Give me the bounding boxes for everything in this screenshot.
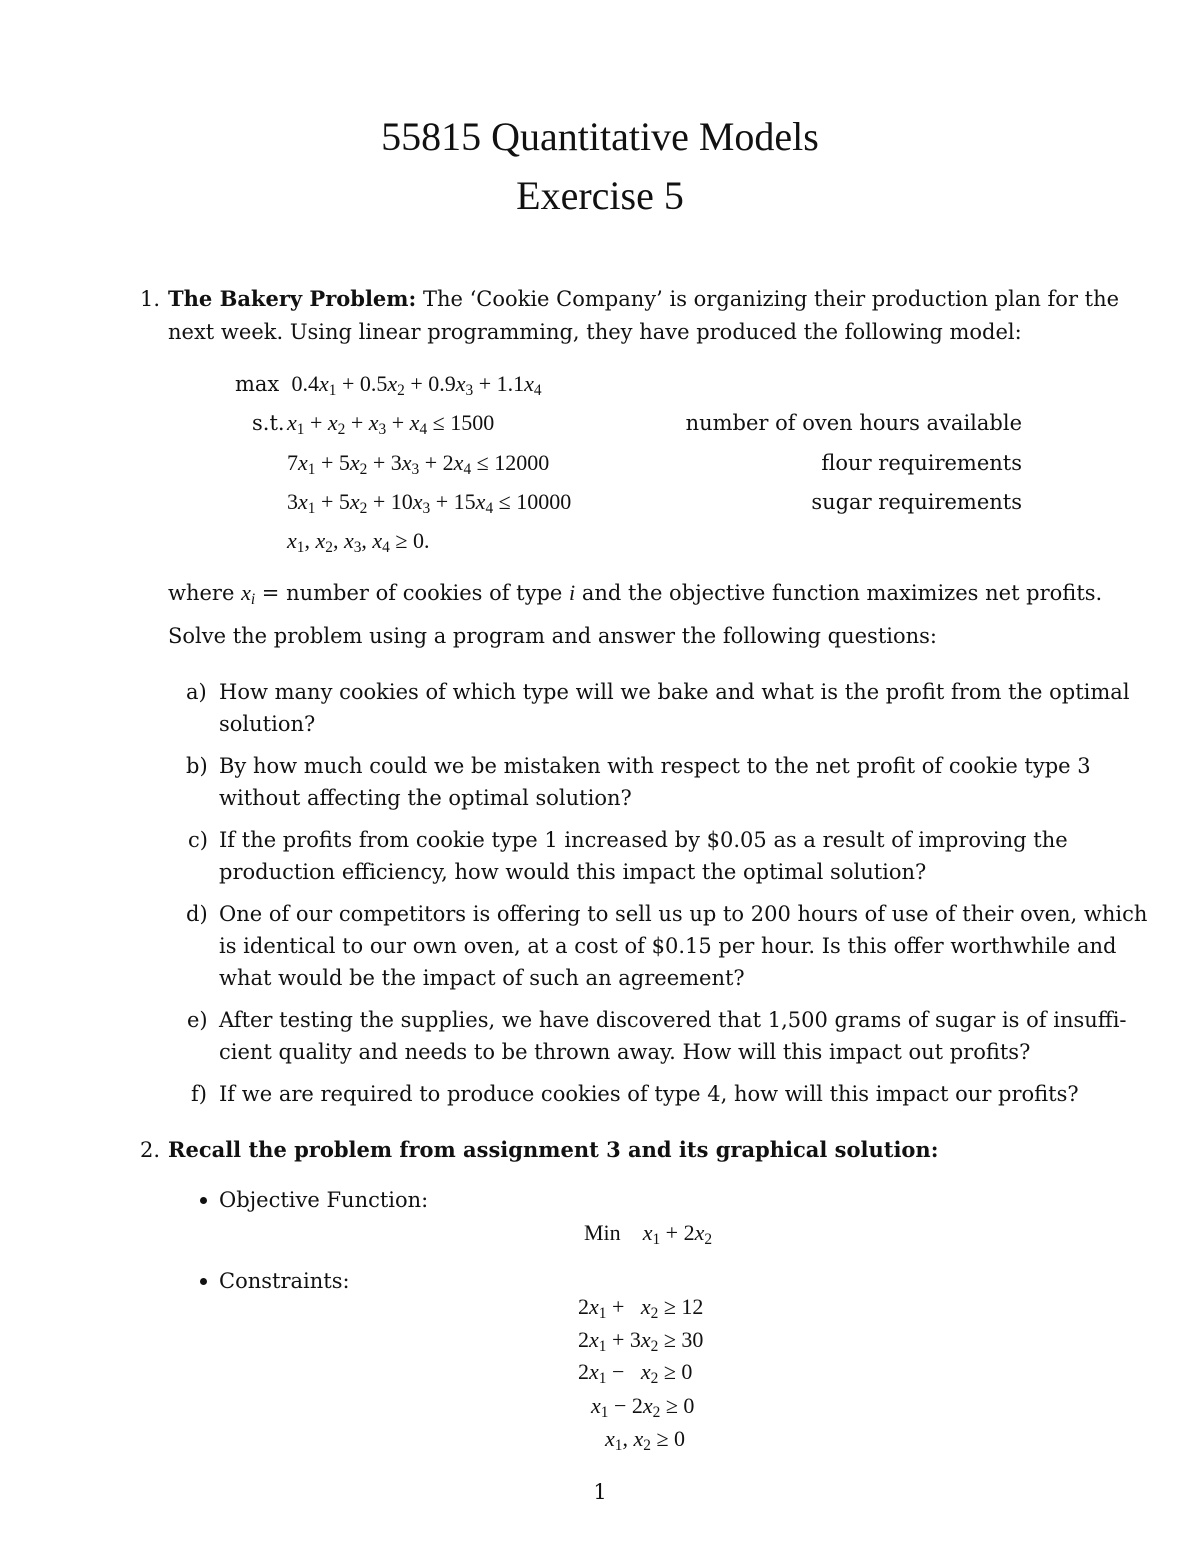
constraint-oven-desc: number of oven hours available — [685, 411, 1022, 435]
constraint-sugar: $3x_1 + 5x_2 + 10x_3 + 15x_4 \le 10000$ — [287, 489, 572, 517]
item-d-label: d) — [186, 902, 208, 926]
document-subtitle: Exercise 5 — [516, 173, 684, 218]
document-title: 55815 Quantitative Models — [381, 114, 819, 159]
bullet-icon — [200, 1197, 207, 1204]
item-a-label: a) — [186, 680, 207, 704]
q1-intro-line2: next week. Using linear programming, they have produced the following model: — [168, 320, 1022, 344]
q2-constraint-4: $x_1 - 2x_2 \ge 0$ — [591, 1393, 695, 1421]
solve-text: Solve the problem using a program and answer the following questions: — [168, 624, 937, 648]
bullet-icon — [200, 1278, 207, 1285]
item-b-line2: without affecting the optimal solution? — [219, 786, 632, 810]
constraint-flour: $7x_1 + 5x_2 + 3x_3 + 2x_4 \le 12000$ — [287, 450, 550, 478]
max-label: max — [235, 372, 280, 396]
item-c-label: c) — [188, 828, 208, 852]
constraints-label: Constraints: — [219, 1269, 350, 1293]
q2-constraint-5: $x_1$, $x_2 \ge 0$ — [605, 1426, 686, 1454]
q2-constraint-3: $2x_1 - x_2 \ge 0$ — [578, 1359, 693, 1387]
page-number: 1 — [593, 1480, 607, 1504]
item-a-line2: solution? — [219, 712, 316, 736]
constraint-nonneg: $x_1$, $x_2$, $x_3$, $x_4 \ge 0$. — [287, 528, 430, 556]
item-e-line1: After testing the supplies, we have discovered that 1,500 grams of sugar is of insuffi- — [219, 1008, 1127, 1032]
item-d-line1: One of our competitors is offering to sell us up to 200 hours of use of their oven, which — [219, 902, 1148, 926]
item-e-line2: cient quality and needs to be thrown away. How will this impact out profits? — [219, 1040, 1031, 1064]
where-text: where $x_i$ = number of cookies of type i and the objective function maximizes net profits. — [168, 580, 1103, 608]
item-f-line1: If we are required to produce cookies of type 4, how will this impact our profits? — [219, 1082, 1079, 1106]
q1-heading: The Bakery Problem: — [168, 286, 417, 311]
objective-expression: Min $x_1 + 2x_2$ — [584, 1220, 713, 1248]
item-d-line3: what would be the impact of such an agreement? — [219, 966, 745, 990]
q2-constraint-1: $2x_1 + x_2 \ge 12$ — [578, 1294, 704, 1322]
item-a-line1: How many cookies of which type will we bake and what is the profit from the optimal — [219, 680, 1130, 704]
st-label: s.t. — [252, 411, 285, 435]
item-b-label: b) — [186, 754, 208, 778]
item-c-line1: If the profits from cookie type 1 increased by $0.05 as a result of improving the — [219, 828, 1068, 852]
objective-label: Objective Function: — [219, 1188, 429, 1212]
q1-intro-text: The ‘Cookie Company’ is organizing their production plan for the — [416, 287, 1120, 311]
constraint-flour-desc: flour requirements — [821, 451, 1022, 475]
item-c-line2: production efficiency, how would this impact the optimal solution? — [219, 860, 927, 884]
item-d-line2: is identical to our own oven, at a cost of $0.15 per hour. Is this offer worthwhile and — [219, 934, 1117, 958]
model-objective-row — [235, 368, 542, 400]
item-e-label: e) — [187, 1008, 208, 1032]
constraint-oven: $x_1 + x_2 + x_3 + x_4 \le 1500$ — [287, 410, 495, 438]
q2-number: 2. — [140, 1138, 161, 1162]
q1-number: 1. — [140, 287, 161, 311]
q2-constraint-2: $2x_1 + 3x_2 \ge 30$ — [578, 1327, 704, 1355]
q1-intro — [168, 283, 1119, 315]
q2-heading: Recall the problem from assignment 3 and its graphical solution: — [168, 1137, 939, 1162]
item-b-line1: By how much could we be mistaken with respect to the net profit of cookie type 3 — [219, 754, 1091, 778]
item-f-label: f) — [191, 1082, 207, 1106]
model-objective: $0.4x_1 + 0.5x_2 + 0.9x_3 + 1.1x_4$ — [285, 371, 542, 399]
constraint-sugar-desc: sugar requirements — [811, 490, 1022, 514]
